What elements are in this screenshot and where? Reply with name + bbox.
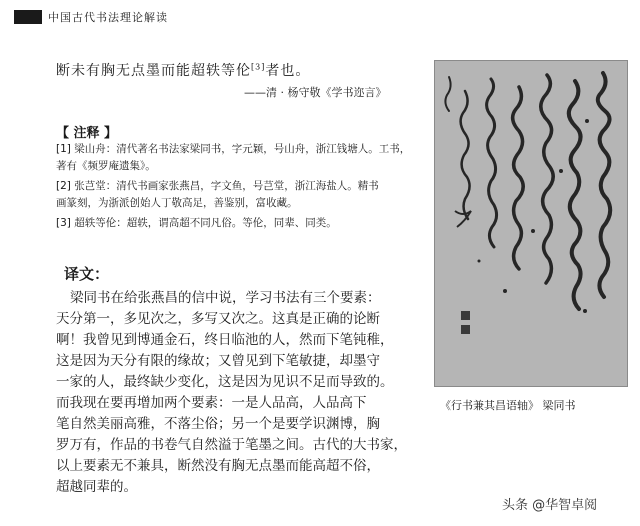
note-line: [1] 梁山舟：清代著名书法家梁同书，字元颖，号山舟，浙江钱塘人。工书， xyxy=(56,143,411,155)
note-line: [3] 超轶等伦：超轶，谓高超不同凡俗。等伦，同辈、同类。 xyxy=(56,217,337,229)
translation-line: 罗万有，作品的书卷气自然溢于笔墨之间。古代的大书家， xyxy=(56,437,407,453)
translation-line: 超越同辈的。 xyxy=(56,479,137,495)
calligraphy-artwork xyxy=(434,60,628,387)
translation-line: 这是因为天分有限的缘故；又曾见到下笔敏捷，却墨守 xyxy=(56,353,380,369)
translation-line: 一家的人，最终缺少变化，这是因为见识不足而导致的。 xyxy=(56,374,394,390)
notes-heading: 【 注释 】 xyxy=(56,126,118,141)
translation-line: 啊！我曾见到博通金石，终日临池的人，然而下笔钝稚， xyxy=(56,332,394,348)
translation-line: 以上要素无不兼具，断然没有胸无点墨而能高超不俗， xyxy=(56,458,380,474)
running-header-title: 中国古代书法理论解读 xyxy=(48,11,168,24)
translation-heading: 译文： xyxy=(64,265,110,283)
translation-line: 而我现在要再增加两个要素：一是人品高，人品高下 xyxy=(56,395,367,411)
note-line: 著有《频罗庵遗集》。 xyxy=(56,160,156,172)
quote-tail: 者也。 xyxy=(265,63,311,79)
quote-main: 断未有胸无点墨而能超轶等伦 xyxy=(56,63,251,79)
calligraphy-scroll-image xyxy=(435,61,627,386)
header-bar xyxy=(14,10,42,24)
translation-line: 笔自然美丽高雅，不落尘俗；另一个是要学识渊博，胸 xyxy=(56,416,380,432)
source-watermark: 头条 @华智卓阅 xyxy=(502,498,598,513)
translation-line: 天分第一，多见次之，多写又次之。这真是正确的论断 xyxy=(56,311,380,327)
note-line: 画篆刻，为浙派创始人丁敬高足，善鉴别，富收藏。 xyxy=(56,197,298,209)
figure-caption: 《行书兼其昌语轴》 梁同书 xyxy=(440,399,576,412)
footnote-marker[interactable]: [3] xyxy=(251,62,266,72)
translation-line: 梁同书在给张燕昌的信中说，学习书法有三个要素： xyxy=(70,290,381,306)
note-line: [2] 张芑堂：清代书画家张燕昌，字文鱼，号芑堂，浙江海盐人。精书 xyxy=(56,180,379,192)
quote-text xyxy=(56,60,310,80)
quote-source: ——清 · 杨守敬《学书迩言》 xyxy=(244,86,387,99)
